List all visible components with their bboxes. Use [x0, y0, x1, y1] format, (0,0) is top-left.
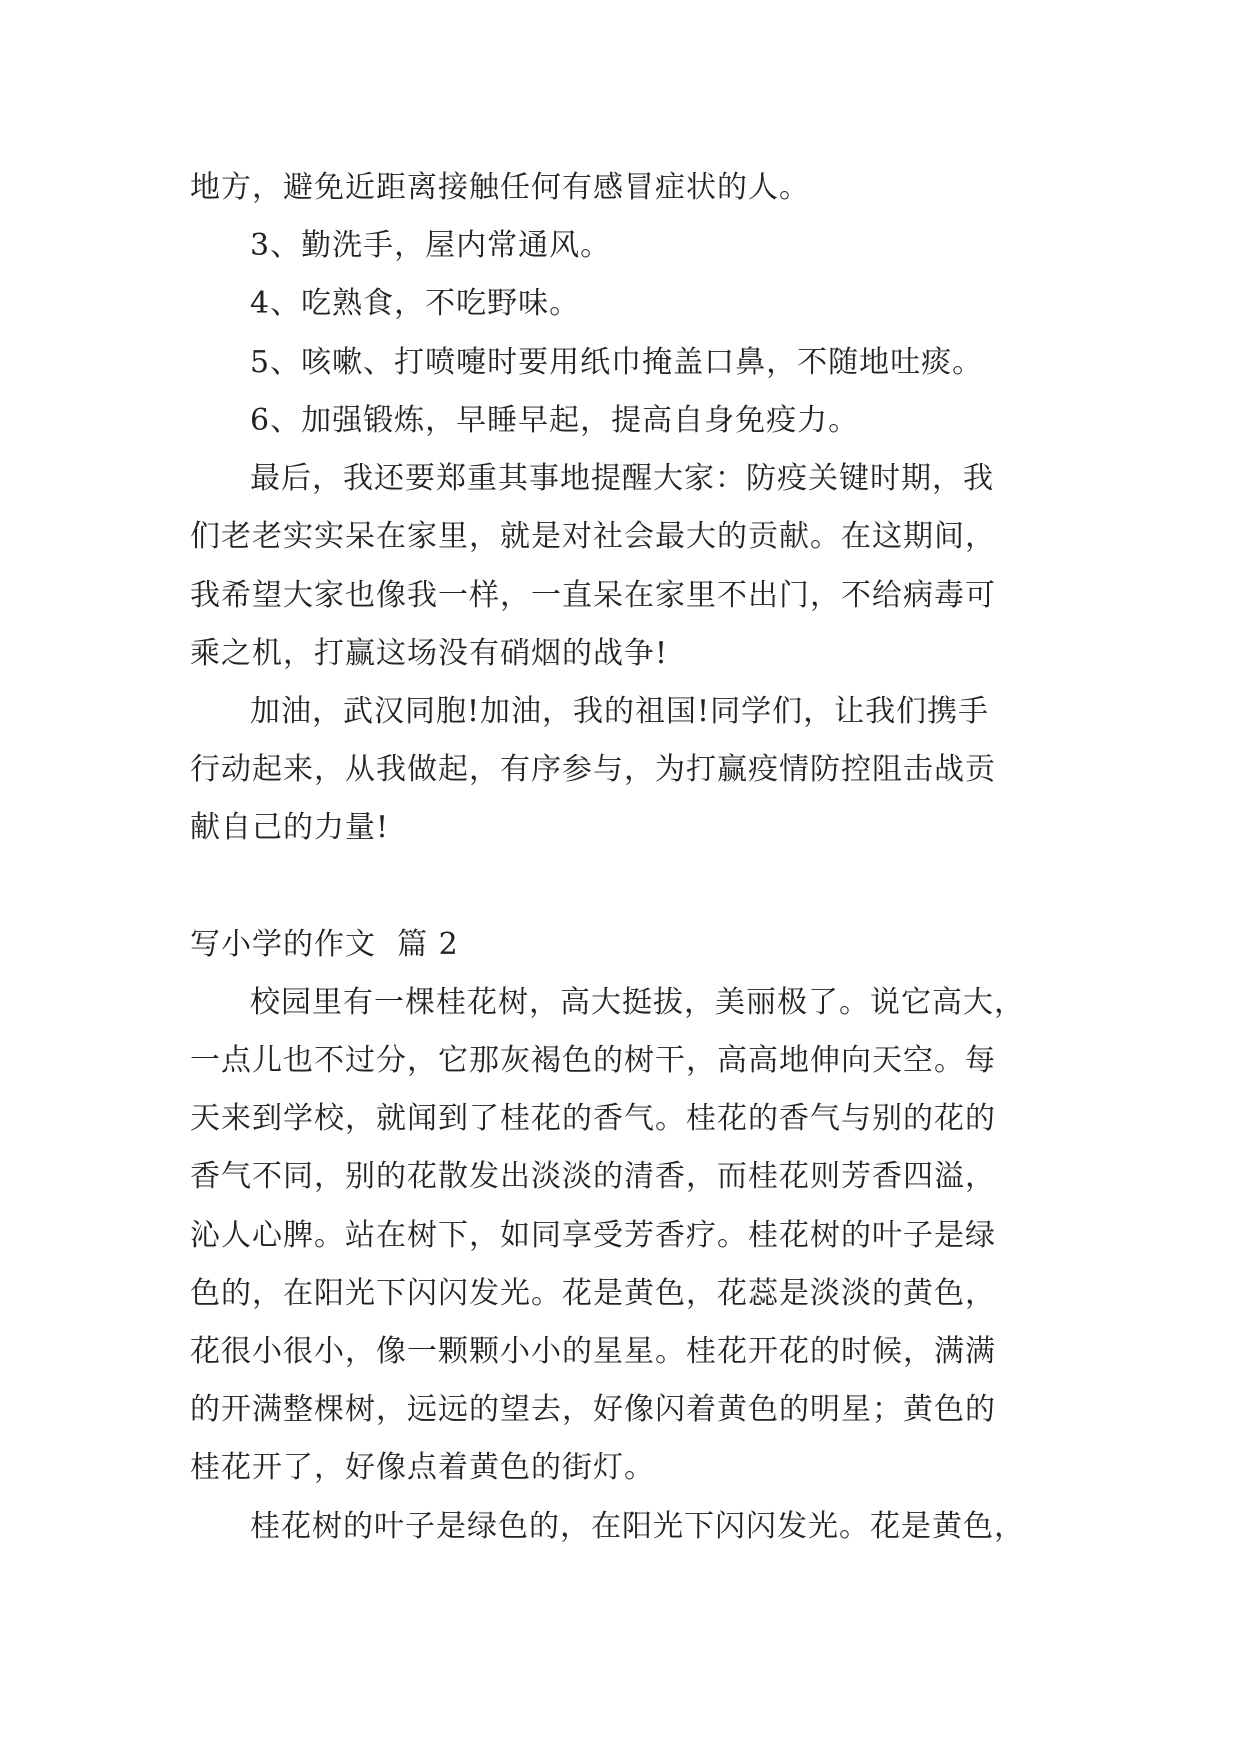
- paragraph-line: 天来到学校，就闻到了桂花的香气。桂花的香气与别的花的: [190, 1101, 996, 1136]
- paragraph-line: 们老老实实呆在家里，就是对社会最大的贡献。在这期间，: [190, 519, 996, 554]
- paragraph-line: 加油，武汉同胞!加油，我的祖国!同学们，让我们携手: [250, 694, 990, 729]
- text-line: 地方，避免近距离接触任何有感冒症状的人。: [190, 170, 810, 205]
- paragraph-line: 沁人心脾。站在树下，如同享受芳香疗。桂花树的叶子是绿: [190, 1218, 996, 1253]
- paragraph-line: 行动起来，从我做起，有序参与，为打赢疫情防控阻击战贡: [190, 752, 996, 787]
- paragraph-line: 献自己的力量!: [190, 810, 390, 845]
- paragraph-line: 桂花树的叶子是绿色的，在阳光下闪闪发光。花是黄色，: [250, 1509, 1025, 1544]
- paragraph-line: 花很小很小，像一颗颗小小的星星。桂花开花的时候，满满: [190, 1334, 996, 1369]
- paragraph-line: 的开满整棵树，远远的望去，好像闪着黄色的明星；黄色的: [190, 1392, 996, 1427]
- paragraph-line: 校园里有一棵桂花树，高大挺拔，美丽极了。说它高大，: [250, 985, 1025, 1020]
- section-heading: 写小学的作文 篇 2: [190, 927, 459, 962]
- paragraph-line: 乘之机，打赢这场没有硝烟的战争!: [190, 636, 669, 671]
- paragraph-line: 色的，在阳光下闪闪发光。花是黄色，花蕊是淡淡的黄色，: [190, 1276, 996, 1311]
- paragraph-line: 桂花开了，好像点着黄色的街灯。: [190, 1450, 655, 1485]
- paragraph-line: 最后，我还要郑重其事地提醒大家：防疫关键时期，我: [250, 461, 994, 496]
- list-item: 6、加强锻炼，早睡早起，提高自身免疫力。: [250, 403, 860, 438]
- paragraph-line: 香气不同，别的花散发出淡淡的清香，而桂花则芳香四溢，: [190, 1159, 996, 1194]
- list-item: 3、勤洗手，屋内常通风。: [250, 228, 612, 263]
- paragraph-line: 一点儿也不过分，它那灰褐色的树干，高高地伸向天空。每: [190, 1043, 996, 1078]
- list-item: 5、咳嗽、打喷嚏时要用纸巾掩盖口鼻，不随地吐痰。: [250, 345, 984, 380]
- paragraph-line: 我希望大家也像我一样，一直呆在家里不出门，不给病毒可: [190, 578, 996, 613]
- list-item: 4、吃熟食，不吃野味。: [250, 286, 581, 321]
